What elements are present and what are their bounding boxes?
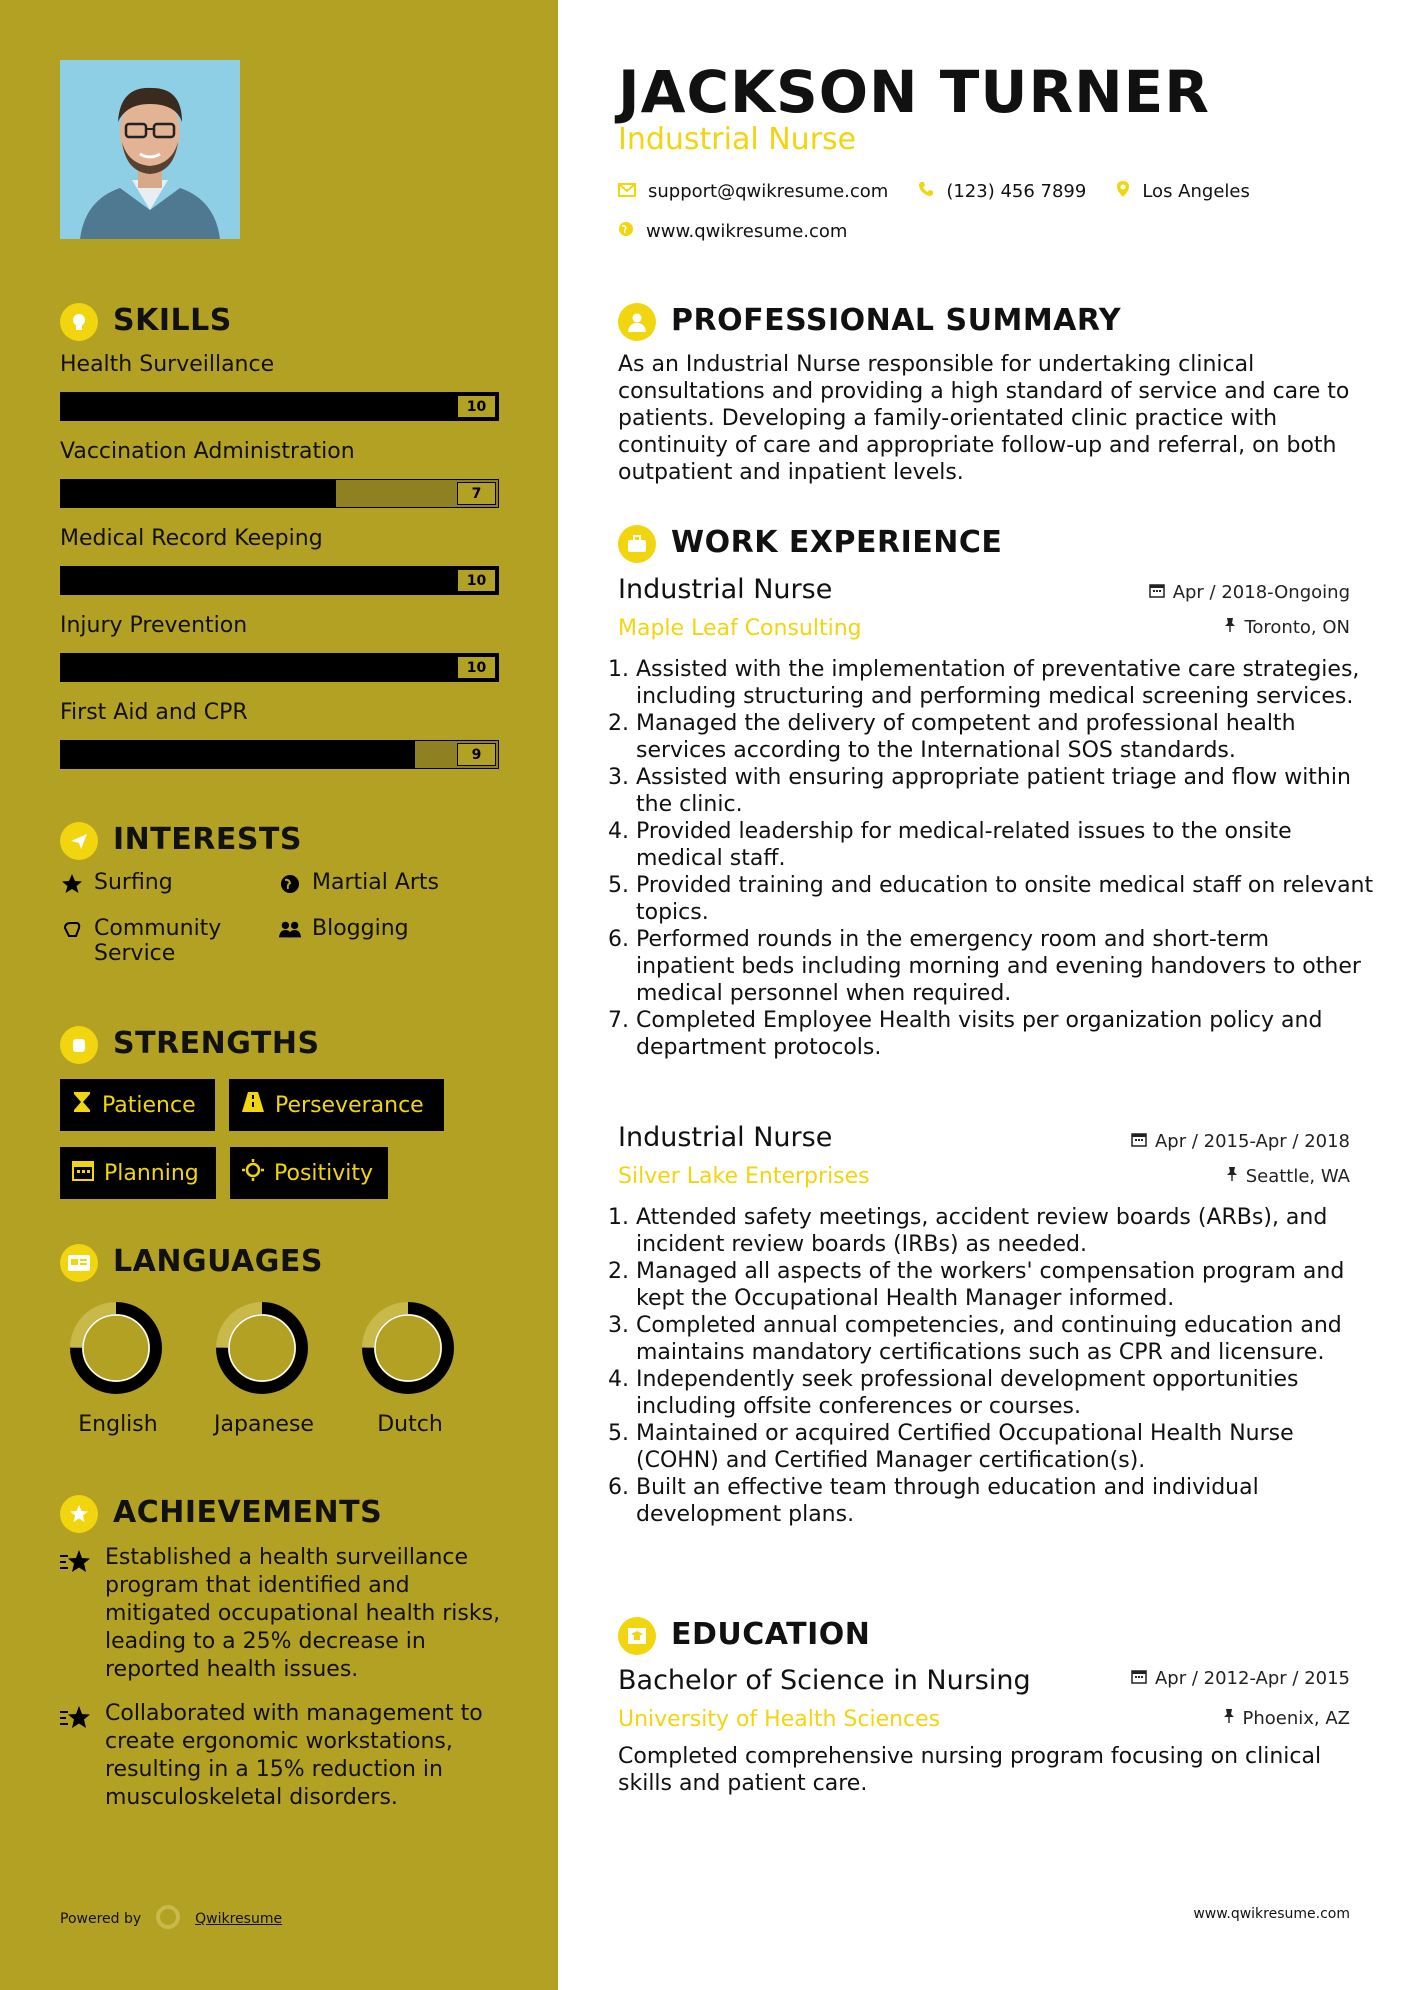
skill-level: 10: [457, 569, 496, 592]
strength-badge: Perseverance: [229, 1079, 444, 1131]
hourglass-icon: [72, 1091, 92, 1119]
pushpin-icon: [1224, 617, 1236, 638]
calendar-icon: [1149, 582, 1165, 603]
duty-item: 3. Completed annual competencies, and continuing education and maintains mandatory certifications such as CPR and licensure.: [636, 1312, 1374, 1366]
paper-plane-icon: [60, 822, 98, 860]
candidate-name: JACKSON TURNER: [618, 58, 1210, 126]
globe-icon: [278, 870, 302, 895]
skill-level: 10: [457, 395, 496, 418]
summary-text: As an Industrial Nurse responsible for undertaking clinical consultations and providing a high standard of service and care to patients. Developing a family-orientated clinic practice with continuity of care and appropriate follow-up and referral, on both outpatient and inpatient levels.: [618, 352, 1350, 485]
sun-icon: [242, 1159, 264, 1187]
duty-item: 7. Completed Employee Health visits per organization policy and department protocols.: [636, 1007, 1374, 1061]
duty-item: 3. Assisted with ensuring appropriate patient triage and flow within the clinic.: [636, 764, 1374, 818]
skill-bar: [60, 653, 499, 682]
education-text: Completed comprehensive nursing program focusing on clinical skills and patient care.: [618, 1744, 1322, 1796]
achievement-item: Collaborated with management to create ergonomic workstations, resulting in a 15% reduction in musculoskeletal disorders.: [105, 1701, 483, 1810]
duty-item: 1. Assisted with the implementation of preventative care strategies, including structuring and performing medical screening services.: [636, 656, 1374, 710]
duty-item: 6. Built an effective team through education and individual development plans.: [636, 1474, 1374, 1528]
achievement-star-icon: [60, 1495, 98, 1533]
education-location: Phoenix, AZ: [1050, 1708, 1350, 1729]
duty-item: 5. Maintained or acquired Certified Occupational Health Nurse (COHN) and Certified Manager certification(s).: [636, 1420, 1374, 1474]
powered-by: Powered by Qwikresume: [60, 1904, 282, 1934]
degree-name: Bachelor of Science in Nursing: [618, 1665, 1031, 1696]
duty-item: 5. Provided training and education to onsite medical staff on relevant topics.: [636, 872, 1374, 926]
skill-level: 9: [457, 743, 496, 766]
education-heading: EDUCATION: [671, 1617, 871, 1652]
calendar-icon: [1131, 1668, 1147, 1689]
qwikresume-link[interactable]: Qwikresume: [195, 1911, 283, 1927]
duty-item: 6. Performed rounds in the emergency room and short-term inpatient beds including morning and evening handovers to other medical personnel when required.: [636, 926, 1374, 1007]
skill-name: Medical Record Keeping: [60, 526, 323, 551]
duty-item: 2. Managed all aspects of the workers' compensation program and kept the Occupational Health Manager informed.: [636, 1258, 1374, 1312]
graduation-cap-icon: [618, 1617, 656, 1655]
company-name: Silver Lake Enterprises: [618, 1164, 870, 1189]
duty-item: 1. Attended safety meetings, accident review boards (ARBs), and incident review boards (IRBs) as needed.: [636, 1204, 1374, 1258]
language-level-ring: [212, 1298, 312, 1398]
language-name: English: [78, 1412, 158, 1437]
school-name: University of Health Sciences: [618, 1707, 941, 1732]
calendar-icon: [72, 1159, 94, 1187]
website-link[interactable]: www.qwikresume.com: [646, 221, 848, 242]
job-title: Industrial Nurse: [618, 1122, 833, 1153]
achievements-heading: ACHIEVEMENTS: [113, 1495, 383, 1530]
envelope-icon: [618, 181, 636, 202]
skill-level: 10: [457, 656, 496, 679]
strengths-heading: STRENGTHS: [113, 1026, 320, 1061]
skill-bar: [60, 740, 499, 769]
pushpin-icon: [1226, 1166, 1238, 1187]
qwikresume-logo-icon: [155, 1904, 181, 1934]
duties-list: [618, 656, 1374, 1061]
skill-name: Injury Prevention: [60, 613, 248, 638]
interest-item: Blogging: [278, 916, 409, 941]
location-pin-icon: [1116, 180, 1130, 203]
email-link[interactable]: support@qwikresume.com: [648, 181, 889, 202]
duty-item: 2. Managed the delivery of competent and professional health services according to the International SOS standards.: [636, 710, 1374, 764]
duties-list: [618, 1204, 1374, 1528]
phone-icon: [918, 181, 934, 202]
bulb-icon: [60, 303, 98, 341]
interest-item: Martial Arts: [278, 870, 439, 895]
candidate-title: Industrial Nurse: [618, 122, 857, 157]
language-name: Dutch: [377, 1412, 443, 1437]
skill-level: 7: [457, 482, 496, 505]
skill-name: First Aid and CPR: [60, 700, 248, 725]
strength-badge: Planning: [60, 1147, 216, 1199]
interest-item: Community Service: [60, 916, 260, 966]
website-row: [618, 221, 847, 242]
job-location: Seattle, WA: [1050, 1166, 1350, 1187]
profile-photo: [60, 60, 240, 239]
pushpin-icon: [1223, 1708, 1235, 1729]
strength-badge: Patience: [60, 1079, 215, 1131]
trophy-star-icon: [60, 1548, 92, 1580]
skill-bar: [60, 566, 499, 595]
road-icon: [241, 1091, 265, 1119]
interest-item: Surfing: [60, 870, 173, 895]
sidebar: [0, 0, 558, 1990]
languages-heading: LANGUAGES: [113, 1244, 323, 1279]
phone-number[interactable]: (123) 456 7899: [946, 181, 1087, 202]
users-icon: [278, 916, 302, 941]
summary-heading: PROFESSIONAL SUMMARY: [671, 303, 1122, 338]
skill-bar: [60, 392, 499, 421]
company-name: Maple Leaf Consulting: [618, 616, 862, 641]
globe-icon: [618, 221, 634, 242]
strength-badge: Positivity: [230, 1147, 388, 1199]
skills-heading: SKILLS: [113, 303, 232, 338]
job-location: Toronto, ON: [1050, 617, 1350, 638]
job-dates: Apr / 2018-Ongoing: [1050, 582, 1350, 603]
calendar-icon: [1131, 1131, 1147, 1152]
achievement-item: Established a health surveillance program that identified and mitigated occupational health risks, leading to a 25% decrease in reported health issues.: [105, 1545, 501, 1682]
contact-row: [618, 180, 1250, 203]
footer-website[interactable]: www.qwikresume.com: [1193, 1906, 1350, 1922]
skill-name: Health Surveillance: [60, 352, 275, 377]
education-dates: Apr / 2012-Apr / 2015: [1050, 1668, 1350, 1689]
user-icon: [618, 303, 656, 341]
briefcase-icon: [618, 525, 656, 563]
hand-icon: [60, 916, 84, 941]
language-level-ring: [358, 1298, 458, 1398]
duty-item: 4. Provided leadership for medical-related issues to the onsite medical staff.: [636, 818, 1374, 872]
interests-heading: INTERESTS: [113, 822, 302, 857]
experience-heading: WORK EXPERIENCE: [671, 525, 1003, 560]
language-card-icon: [60, 1244, 98, 1282]
fist-icon: [60, 1026, 98, 1064]
trophy-star-icon: [60, 1704, 92, 1736]
job-dates: Apr / 2015-Apr / 2018: [1050, 1131, 1350, 1152]
skill-name: Vaccination Administration: [60, 439, 355, 464]
location-text: Los Angeles: [1142, 181, 1250, 202]
star-icon: [60, 870, 84, 895]
job-title: Industrial Nurse: [618, 574, 833, 605]
language-level-ring: [66, 1298, 166, 1398]
language-name: Japanese: [214, 1412, 314, 1437]
skill-bar: [60, 479, 499, 508]
duty-item: 4. Independently seek professional development opportunities including offsite conferences or courses.: [636, 1366, 1374, 1420]
